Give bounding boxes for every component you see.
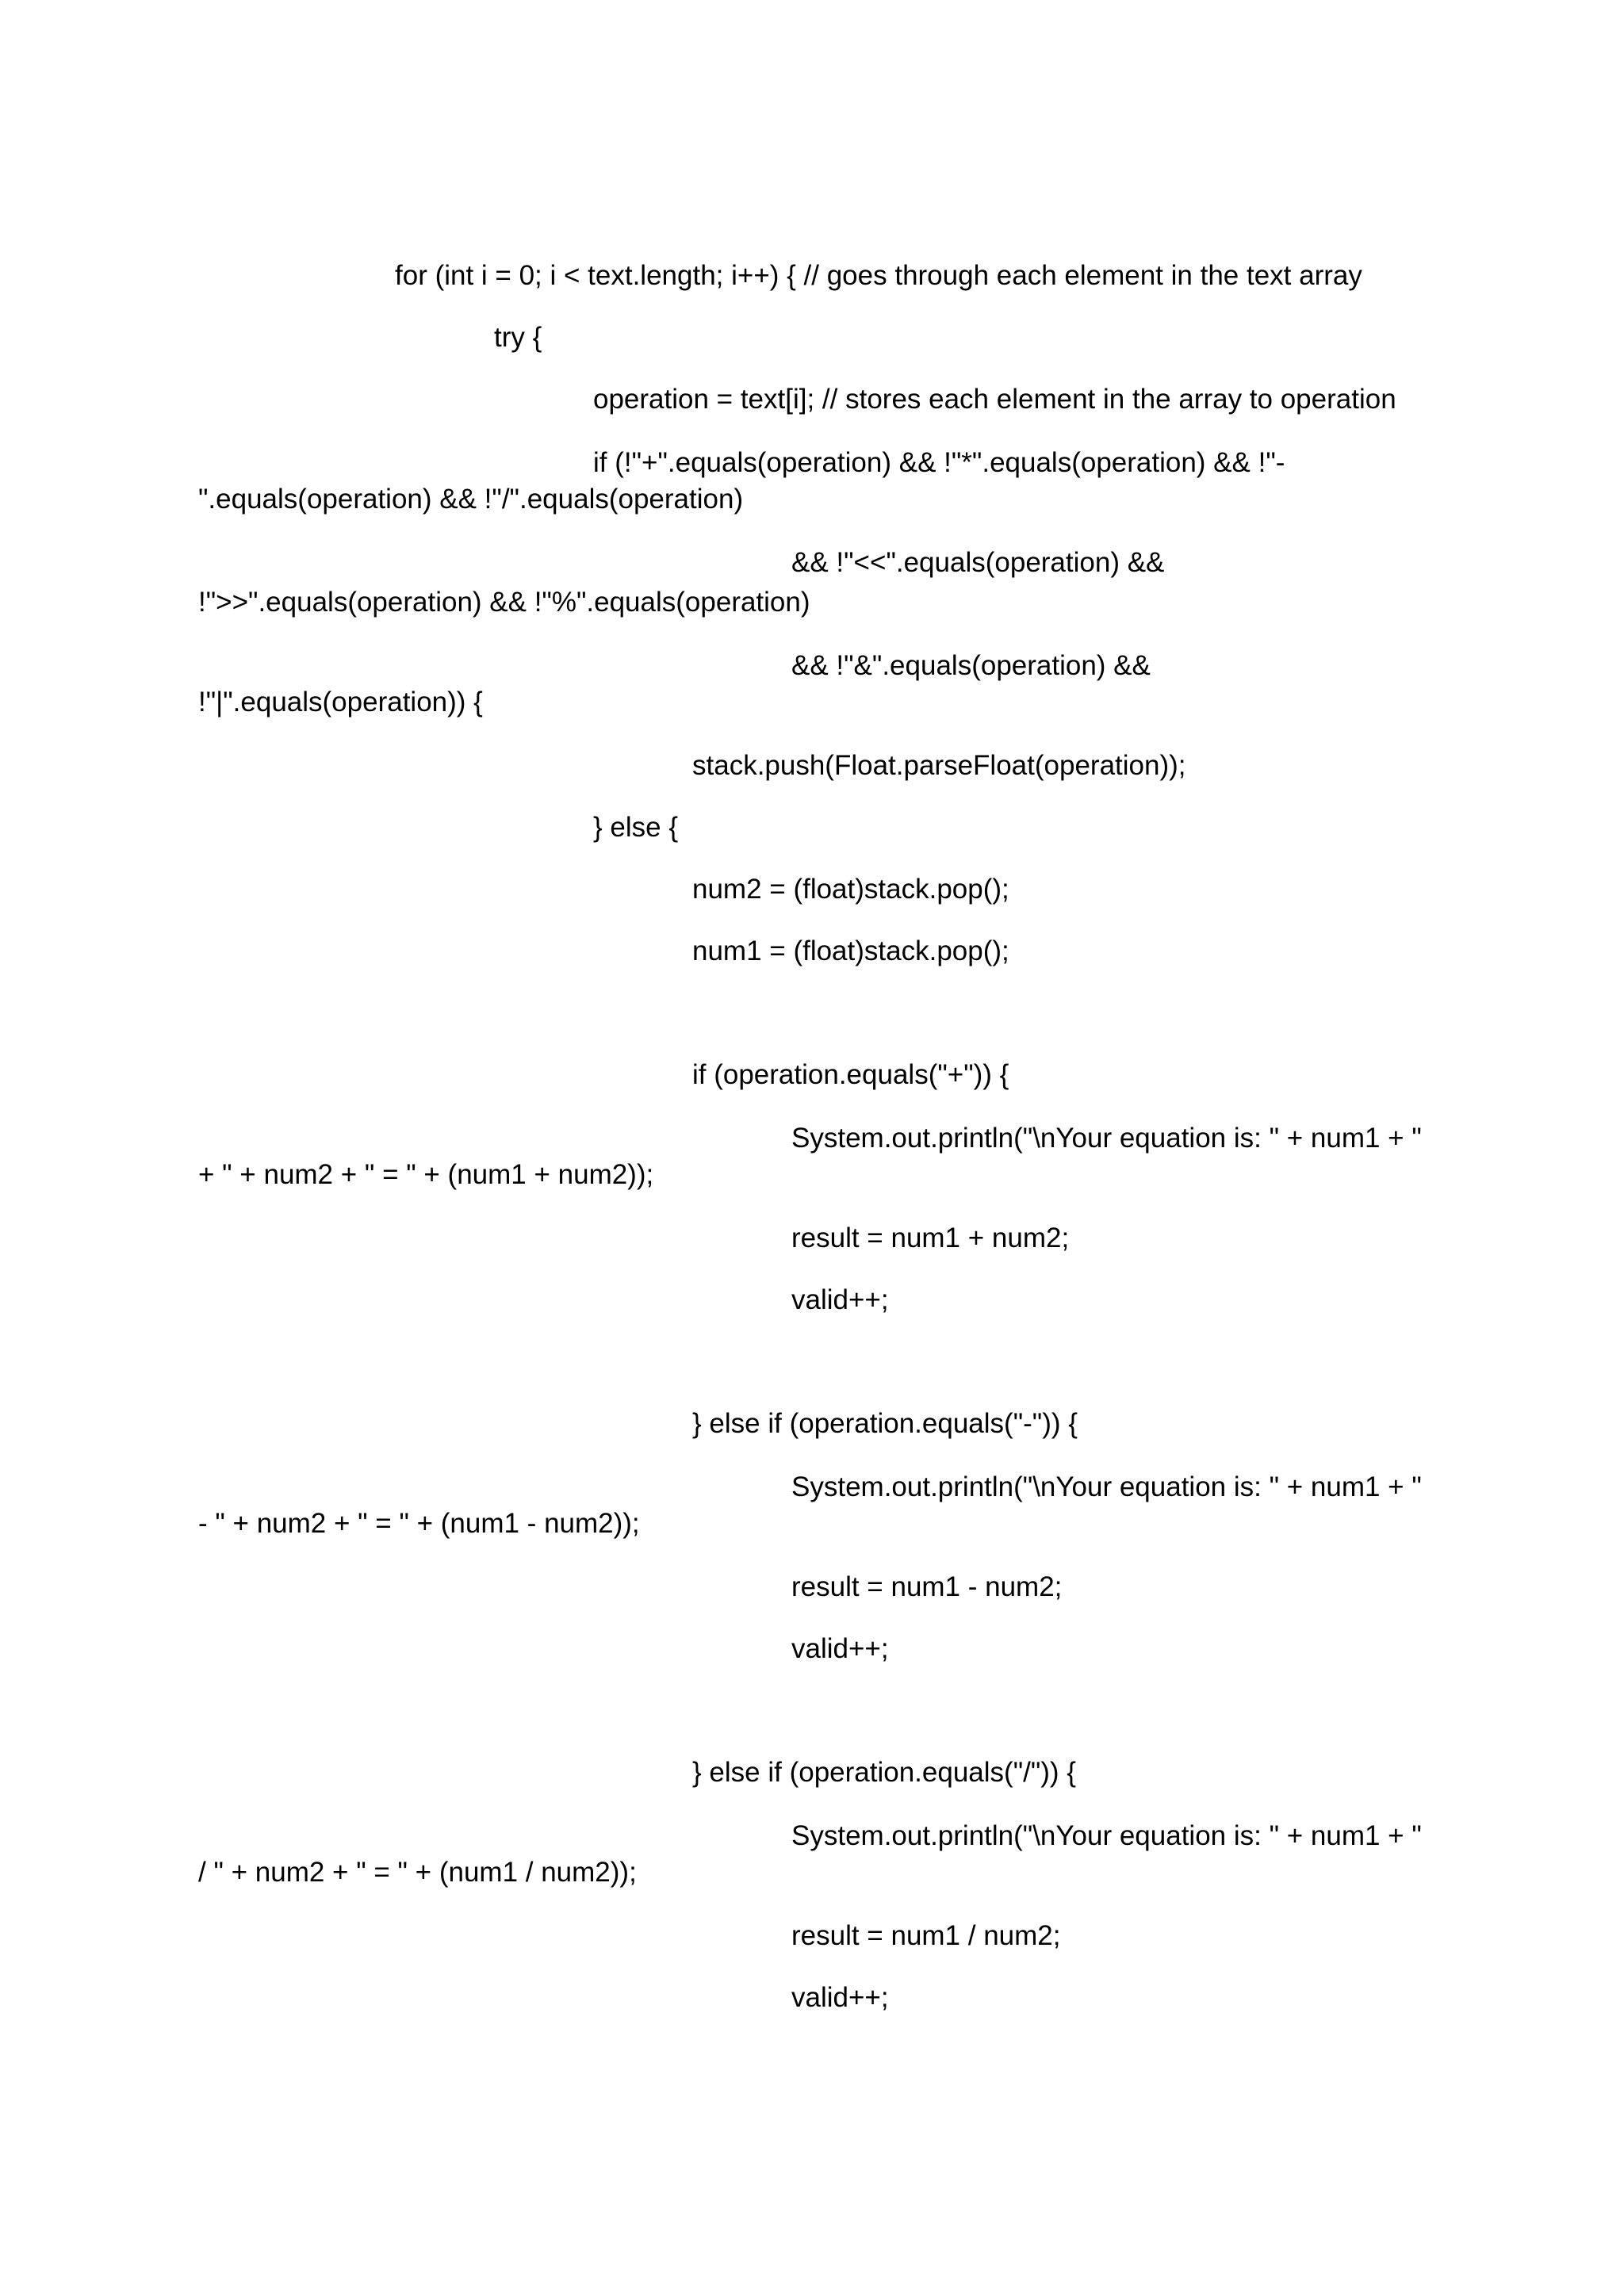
code-line: result = num1 - num2;: [791, 1571, 1063, 1602]
code-line: ".equals(operation) && !"/".equals(operation): [198, 484, 744, 515]
code-line: System.out.println("\nYour equation is: " + num1 + ": [791, 1820, 1422, 1851]
code-line: result = num1 / num2;: [791, 1920, 1061, 1951]
code-line: System.out.println("\nYour equation is: " + num1 + ": [791, 1471, 1422, 1502]
code-line: / " + num2 + " = " + (num1 / num2));: [198, 1857, 637, 1888]
code-line: && !"&".equals(operation) &&: [791, 650, 1151, 681]
code-line: } else if (operation.equals("-")) {: [692, 1408, 1078, 1439]
code-line: !">>".equals(operation) && !"%".equals(operation): [198, 587, 810, 618]
code-line: + " + num2 + " = " + (num1 + num2));: [198, 1159, 654, 1190]
code-line: && !"<<".equals(operation) &&: [791, 547, 1165, 578]
code-line: valid++;: [791, 1982, 889, 2013]
code-line: } else if (operation.equals("/")) {: [692, 1757, 1076, 1788]
code-line: if (!"+".equals(operation) && !"*".equals(operation) && !"-: [593, 447, 1285, 478]
code-line: num2 = (float)stack.pop();: [692, 874, 1009, 905]
code-line: result = num1 + num2;: [791, 1223, 1070, 1253]
code-line: valid++;: [791, 1633, 889, 1664]
code-line: valid++;: [791, 1284, 889, 1315]
code-line: System.out.println("\nYour equation is: " + num1 + ": [791, 1123, 1422, 1154]
code-line: !"|".equals(operation)) {: [198, 687, 483, 718]
code-line: } else {: [593, 812, 679, 843]
code-line: - " + num2 + " = " + (num1 - num2));: [198, 1508, 640, 1539]
code-line: operation = text[i]; // stores each element in the array to operation: [593, 384, 1396, 415]
code-line: num1 = (float)stack.pop();: [692, 936, 1009, 966]
code-line: stack.push(Float.parseFloat(operation));: [692, 750, 1186, 781]
code-line: try {: [494, 322, 542, 353]
code-line: if (operation.equals("+")) {: [692, 1059, 1009, 1090]
code-line: for (int i = 0; i < text.length; i++) { // goes through each element in the text array: [395, 260, 1362, 291]
